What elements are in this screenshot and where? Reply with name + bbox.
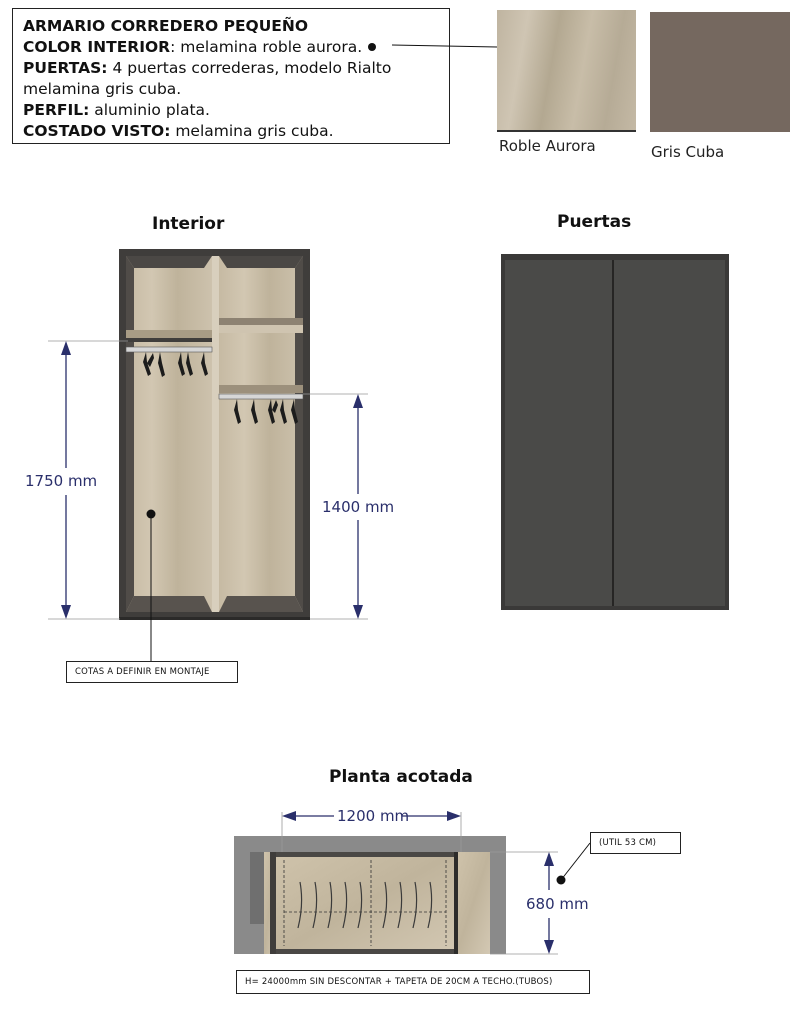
spec-line-color-interior: COLOR INTERIOR: melamina roble aurora. xyxy=(23,37,439,58)
spec-line-perfil: PERFIL: aluminio plata. xyxy=(23,101,210,119)
spec-line-puertas: PUERTAS: 4 puertas correderas, modelo Rialto xyxy=(23,59,392,77)
spec-line-costado: COSTADO VISTO: melamina gris cuba. xyxy=(23,122,334,140)
note-cotas: COTAS A DEFINIR EN MONTAJE xyxy=(66,661,238,683)
dim-1200: 1200 mm xyxy=(337,807,410,825)
dim-680: 680 mm xyxy=(526,895,589,913)
spec-line-puertas-cont: melamina gris cuba. xyxy=(23,80,182,98)
dim-1400: 1400 mm xyxy=(322,498,395,516)
note-util: (UTIL 53 CM) xyxy=(590,832,681,854)
note-height: H= 24000mm SIN DESCONTAR + TAPETA DE 20CM A TECHO.(TUBOS) xyxy=(236,970,590,994)
puertas-title: Puertas xyxy=(557,212,632,232)
interior-title: Interior xyxy=(152,214,225,234)
spec-title: ARMARIO CORREDERO PEQUEÑO xyxy=(23,17,309,35)
dim-1750: 1750 mm xyxy=(25,472,98,490)
planta-title: Planta acotada xyxy=(329,767,473,787)
swatch-label-roble: Roble Aurora xyxy=(499,137,596,155)
swatch-label-gris: Gris Cuba xyxy=(651,143,725,161)
